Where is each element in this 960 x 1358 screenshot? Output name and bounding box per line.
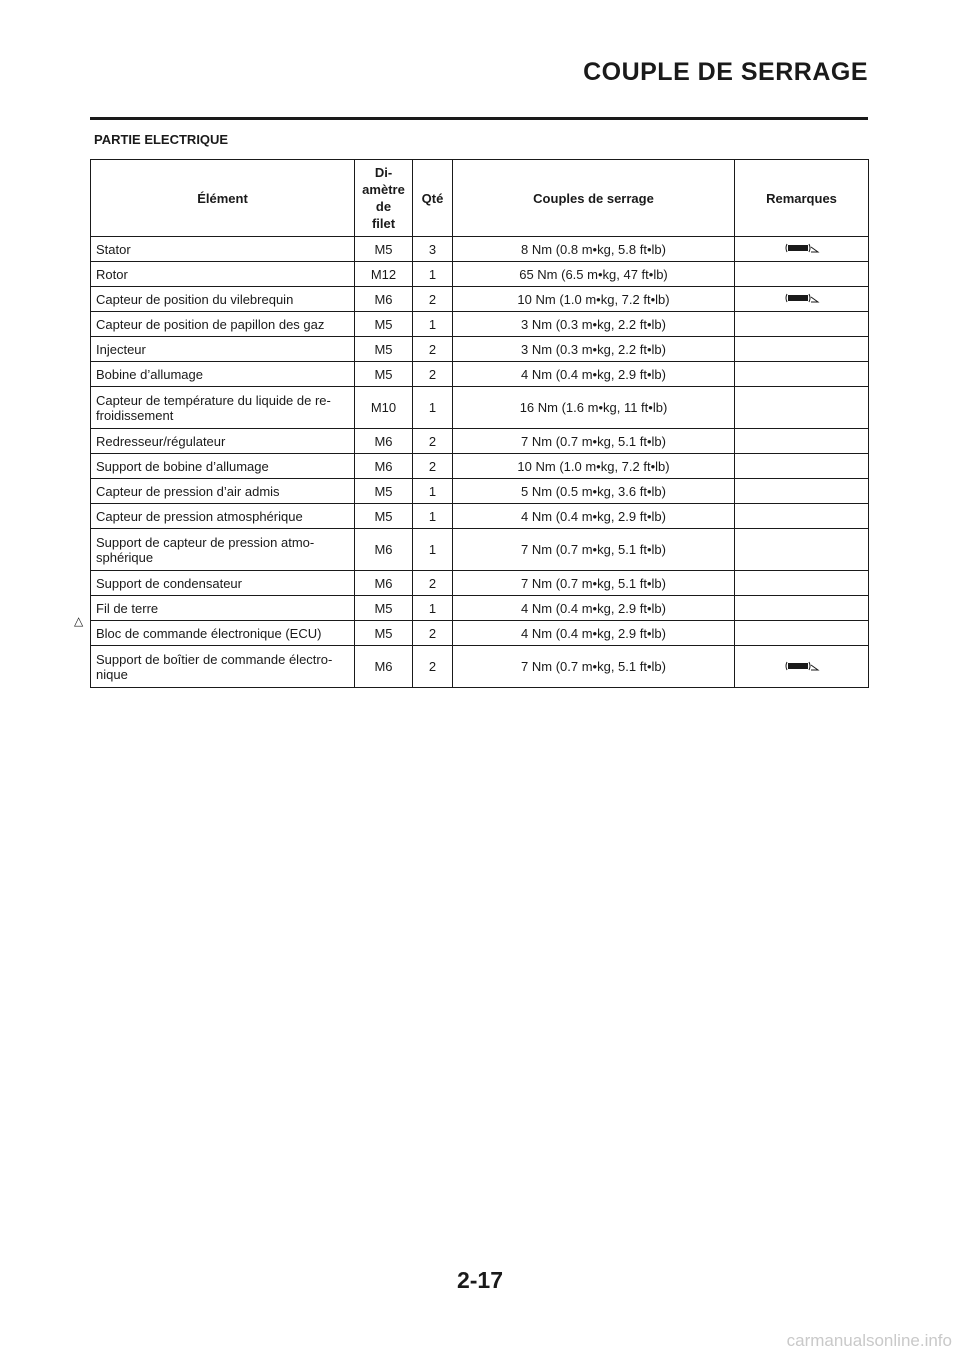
torque-cell: 16 Nm (1.6 m•kg, 11 ft•lb) xyxy=(453,387,735,429)
qty-cell: 1 xyxy=(413,387,453,429)
diameter-cell: M6 xyxy=(355,646,413,688)
diameter-cell: M5 xyxy=(355,621,413,646)
diameter-cell: M6 xyxy=(355,454,413,479)
diameter-cell: M6 xyxy=(355,529,413,571)
remarks-cell xyxy=(735,571,869,596)
table-row xyxy=(91,262,869,287)
item-cell: Support de boîtier de commande électro- nique xyxy=(91,646,355,688)
item-cell: Capteur de température du liquide de re- froidissement xyxy=(91,387,355,429)
item-cell: Bloc de commande électronique (ECU) xyxy=(91,621,355,646)
header-diameter: Di- amètre de filet xyxy=(355,160,413,237)
header-item: Élément xyxy=(91,160,355,237)
qty-cell: 1 xyxy=(413,529,453,571)
item-cell: Support de condensateur xyxy=(91,571,355,596)
remarks-cell xyxy=(735,337,869,362)
table-row xyxy=(91,362,869,387)
loctite-icon xyxy=(784,292,820,307)
diameter-cell: M5 xyxy=(355,237,413,262)
torque-cell: 3 Nm (0.3 m•kg, 2.2 ft•lb) xyxy=(453,337,735,362)
table-row xyxy=(91,596,869,621)
item-cell: Support de capteur de pression atmo- sphérique xyxy=(91,529,355,571)
torque-cell: 3 Nm (0.3 m•kg, 2.2 ft•lb) xyxy=(453,312,735,337)
item-cell: Capteur de pression d’air admis xyxy=(91,479,355,504)
table-row xyxy=(91,454,869,479)
table-row xyxy=(91,479,869,504)
diameter-cell: M5 xyxy=(355,479,413,504)
qty-cell: 1 xyxy=(413,596,453,621)
header-qty: Qté xyxy=(413,160,453,237)
table-row xyxy=(91,529,869,571)
table-row xyxy=(91,287,869,312)
remarks-cell xyxy=(735,387,869,429)
qty-cell: 2 xyxy=(413,571,453,596)
item-cell: Injecteur xyxy=(91,337,355,362)
table-row xyxy=(91,337,869,362)
remarks-cell xyxy=(735,479,869,504)
remarks-cell xyxy=(735,646,869,688)
remarks-cell xyxy=(735,529,869,571)
torque-cell: 4 Nm (0.4 m•kg, 2.9 ft•lb) xyxy=(453,362,735,387)
table-row xyxy=(91,504,869,529)
table-row xyxy=(91,237,869,262)
remarks-cell xyxy=(735,429,869,454)
diameter-cell: M5 xyxy=(355,337,413,362)
table-row xyxy=(91,646,869,688)
remarks-cell xyxy=(735,237,869,262)
diameter-cell: M10 xyxy=(355,387,413,429)
torque-cell: 4 Nm (0.4 m•kg, 2.9 ft•lb) xyxy=(453,596,735,621)
torque-cell: 10 Nm (1.0 m•kg, 7.2 ft•lb) xyxy=(453,287,735,312)
torque-cell: 5 Nm (0.5 m•kg, 3.6 ft•lb) xyxy=(453,479,735,504)
remarks-cell xyxy=(735,504,869,529)
qty-cell: 2 xyxy=(413,429,453,454)
torque-table xyxy=(90,159,869,688)
qty-cell: 2 xyxy=(413,454,453,479)
remarks-cell xyxy=(735,454,869,479)
item-cell: Rotor xyxy=(91,262,355,287)
diameter-cell: M12 xyxy=(355,262,413,287)
torque-cell: 4 Nm (0.4 m•kg, 2.9 ft•lb) xyxy=(453,621,735,646)
qty-cell: 2 xyxy=(413,362,453,387)
remarks-cell xyxy=(735,262,869,287)
item-cell: Fil de terre xyxy=(91,596,355,621)
item-cell: Redresseur/régulateur xyxy=(91,429,355,454)
item-cell: Stator xyxy=(91,237,355,262)
qty-cell: 1 xyxy=(413,504,453,529)
torque-cell: 8 Nm (0.8 m•kg, 5.8 ft•lb) xyxy=(453,237,735,262)
table-header-row xyxy=(91,160,869,237)
item-cell: Support de bobine d’allumage xyxy=(91,454,355,479)
diameter-cell: M5 xyxy=(355,596,413,621)
item-cell: Capteur de position de papillon des gaz xyxy=(91,312,355,337)
page-number: 2-17 xyxy=(456,1267,504,1293)
section-heading: PARTIE ELECTRIQUE xyxy=(94,132,229,147)
qty-cell: 2 xyxy=(413,337,453,362)
table-row xyxy=(91,621,869,646)
qty-cell: 1 xyxy=(413,312,453,337)
loctite-icon xyxy=(784,660,820,675)
qty-cell: 2 xyxy=(413,287,453,312)
torque-cell: 7 Nm (0.7 m•kg, 5.1 ft•lb) xyxy=(453,646,735,688)
qty-cell: 3 xyxy=(413,237,453,262)
torque-cell: 7 Nm (0.7 m•kg, 5.1 ft•lb) xyxy=(453,429,735,454)
remarks-cell xyxy=(735,287,869,312)
header-torque: Couples de serrage xyxy=(453,160,735,237)
loctite-icon xyxy=(784,242,820,257)
table-row xyxy=(91,312,869,337)
page-title: COUPLE DE SERRAGE xyxy=(583,58,868,86)
qty-cell: 1 xyxy=(413,262,453,287)
qty-cell: 1 xyxy=(413,479,453,504)
diameter-cell: M6 xyxy=(355,429,413,454)
watermark: carmanualsonline.info xyxy=(786,1331,952,1350)
remarks-cell xyxy=(735,621,869,646)
triangle-note-icon: △ xyxy=(74,614,84,628)
table-row xyxy=(91,387,869,429)
diameter-cell: M5 xyxy=(355,504,413,529)
qty-cell: 2 xyxy=(413,646,453,688)
item-cell: Capteur de pression atmosphérique xyxy=(91,504,355,529)
diameter-cell: M6 xyxy=(355,287,413,312)
diameter-cell: M6 xyxy=(355,571,413,596)
diameter-cell: M5 xyxy=(355,362,413,387)
torque-cell: 7 Nm (0.7 m•kg, 5.1 ft•lb) xyxy=(453,529,735,571)
title-rule xyxy=(90,117,868,120)
qty-cell: 2 xyxy=(413,621,453,646)
item-cell: Capteur de position du vilebrequin xyxy=(91,287,355,312)
diameter-cell: M5 xyxy=(355,312,413,337)
torque-cell: 10 Nm (1.0 m•kg, 7.2 ft•lb) xyxy=(453,454,735,479)
torque-cell: 65 Nm (6.5 m•kg, 47 ft•lb) xyxy=(453,262,735,287)
remarks-cell xyxy=(735,596,869,621)
torque-cell: 4 Nm (0.4 m•kg, 2.9 ft•lb) xyxy=(453,504,735,529)
table-row xyxy=(91,571,869,596)
remarks-cell xyxy=(735,362,869,387)
table-row xyxy=(91,429,869,454)
remarks-cell xyxy=(735,312,869,337)
torque-cell: 7 Nm (0.7 m•kg, 5.1 ft•lb) xyxy=(453,571,735,596)
header-remarks: Remarques xyxy=(735,160,869,237)
item-cell: Bobine d’allumage xyxy=(91,362,355,387)
